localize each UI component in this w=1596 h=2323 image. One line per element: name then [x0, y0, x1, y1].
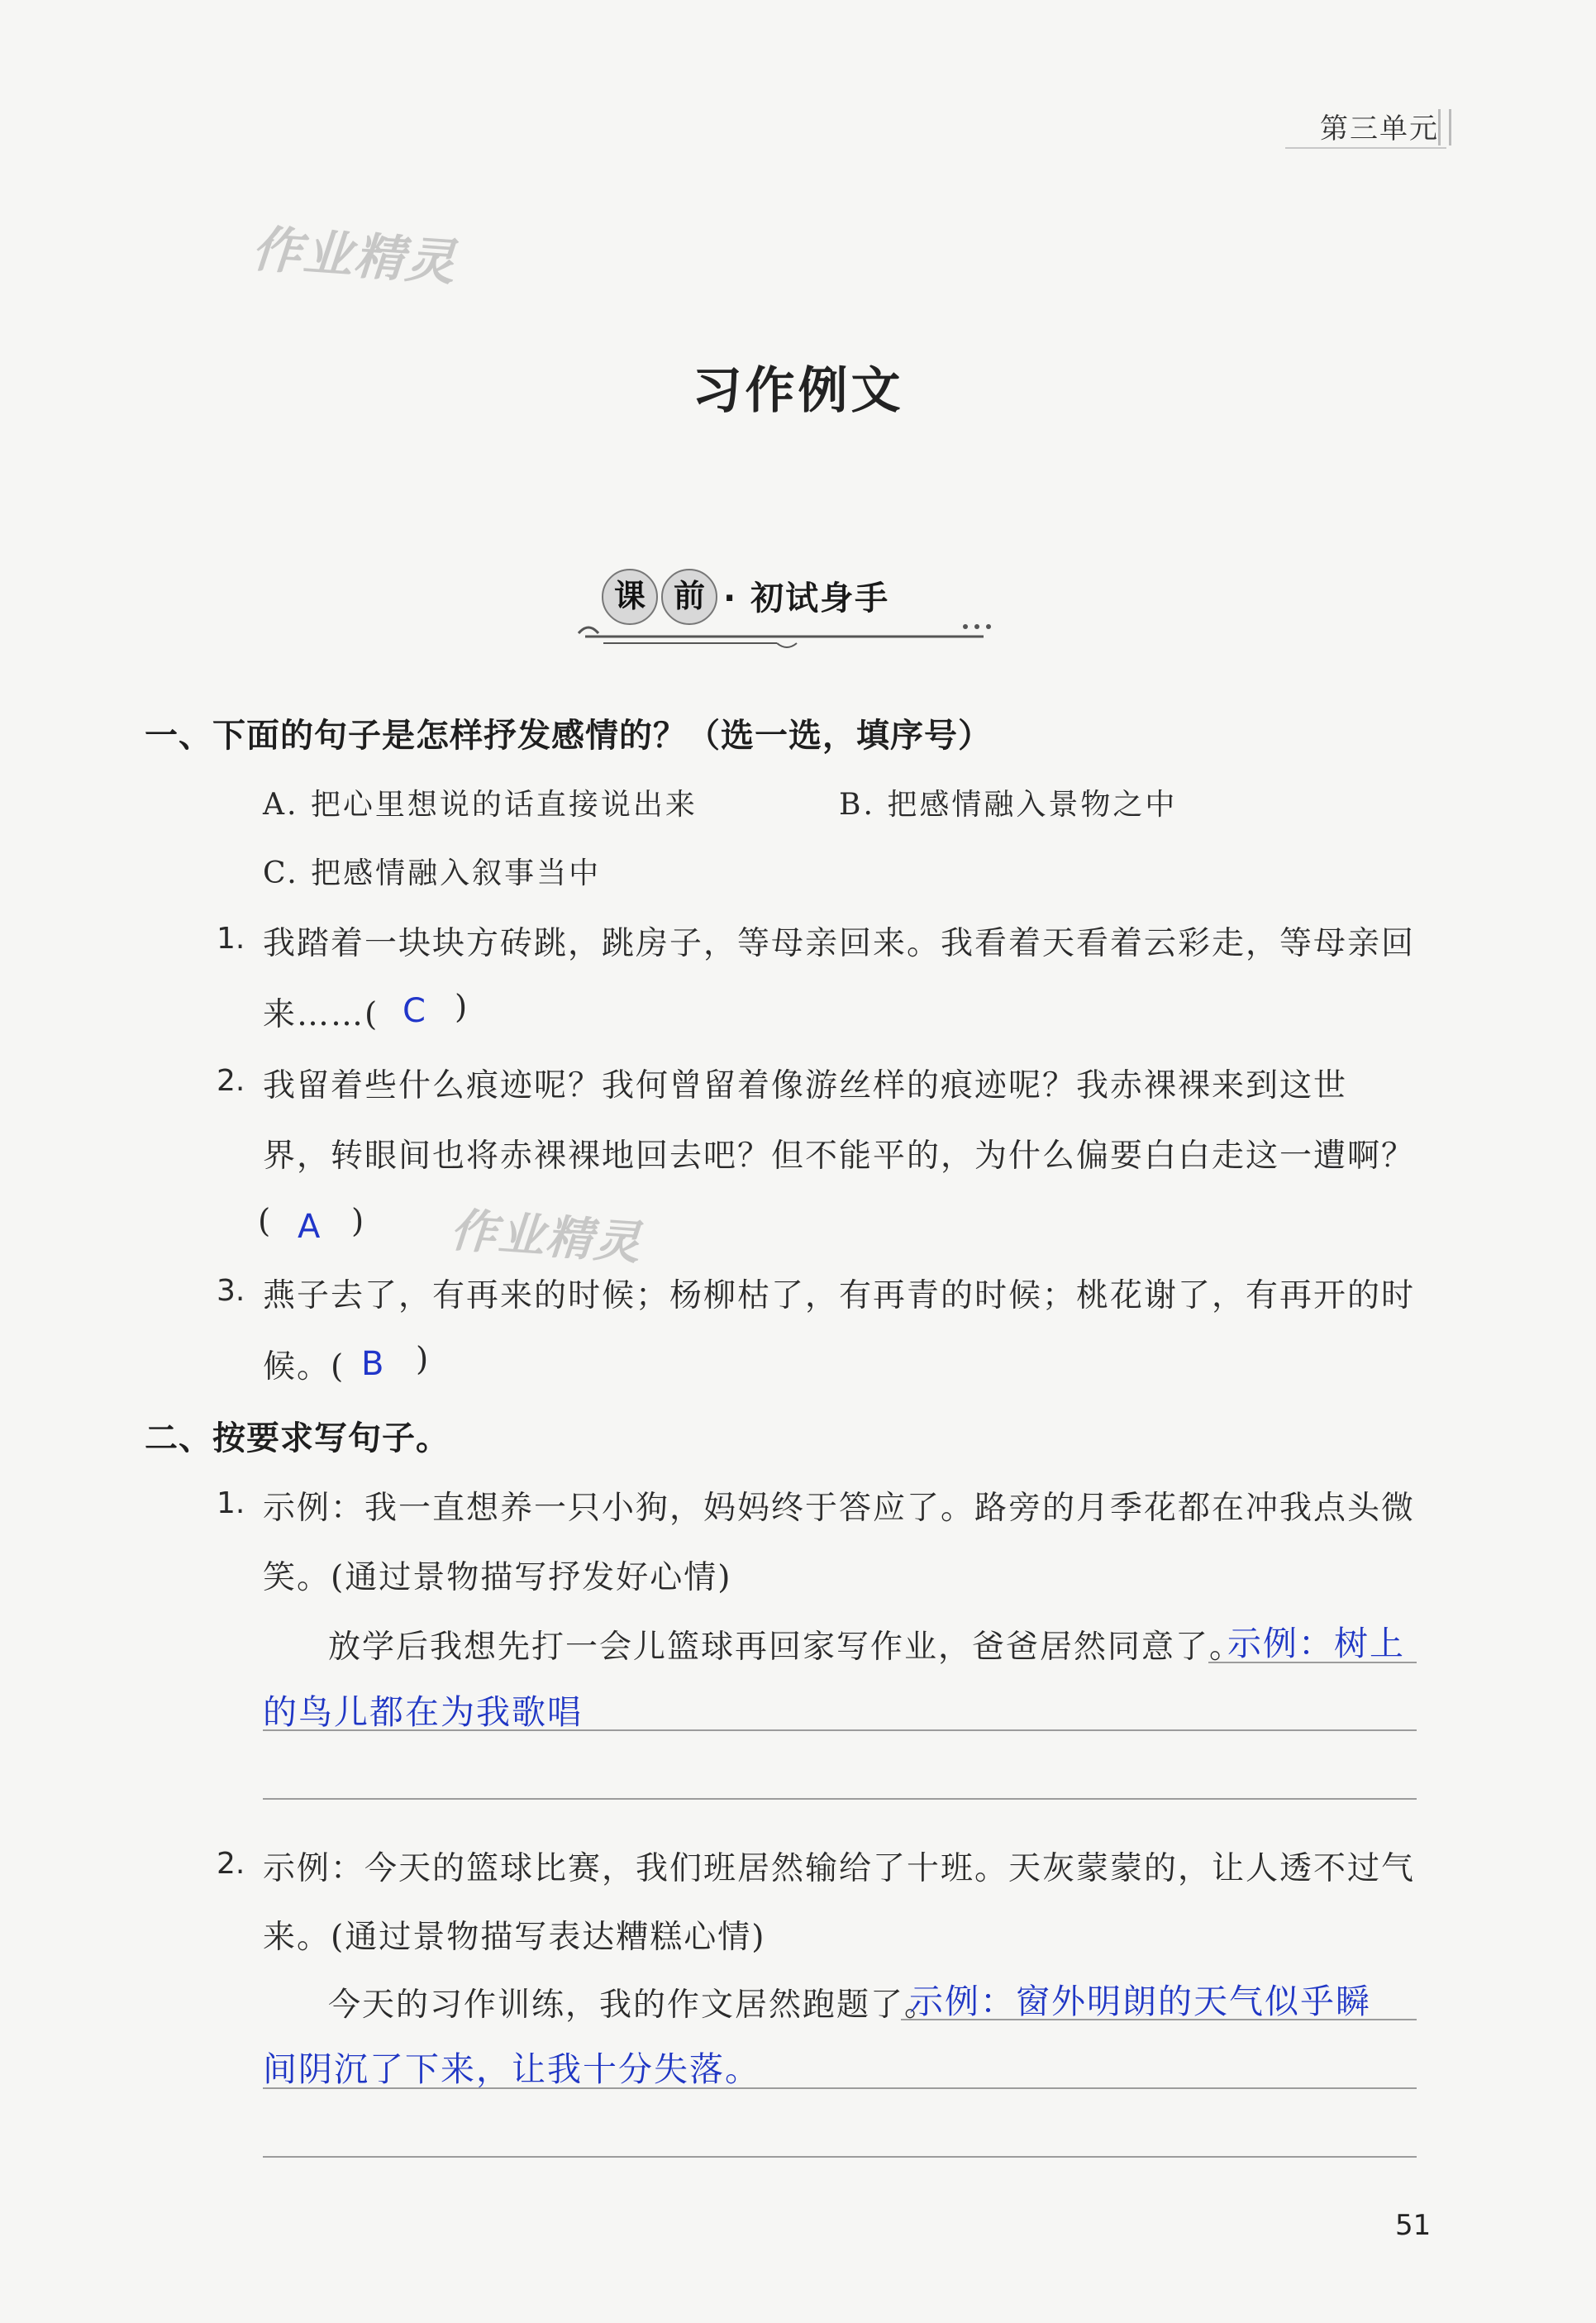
- section-heading: 二、按要求写句子。: [145, 1419, 450, 1457]
- option-c: C. 把感情融入叙事当中: [263, 856, 602, 890]
- question-number: 2.: [217, 1064, 245, 1098]
- banner-title: · 初试身手: [723, 580, 890, 618]
- header-rule: [1285, 147, 1446, 149]
- question-text: 来……(: [263, 996, 379, 1033]
- question-number: 1.: [217, 1486, 245, 1520]
- question-number: 3.: [217, 1274, 245, 1308]
- watermark: 作业精灵: [250, 220, 459, 293]
- handwritten-answer: 间阴沉了下来，让我十分失落。: [263, 2049, 760, 2089]
- answer-mark: B: [361, 1345, 384, 1383]
- page-title: 习作例文: [692, 362, 904, 420]
- answer-line: [263, 2087, 1417, 2089]
- banner-badge: 课: [602, 569, 658, 625]
- answer-line: [263, 2156, 1417, 2158]
- section-banner: [570, 569, 1000, 651]
- question-number: 2.: [217, 1847, 245, 1881]
- section-heading: 一、下面的句子是怎样抒发感情的？（选一选，填序号）: [145, 717, 992, 755]
- unit-marker-bars: [1438, 109, 1451, 145]
- answer-mark: A: [298, 1208, 321, 1246]
- option-b: B. 把感情融入景物之中: [839, 788, 1178, 822]
- question-text: 我留着些什么痕迹呢？我何曾留着像游丝样的痕迹呢？我赤裸裸来到这世: [263, 1067, 1348, 1104]
- banner-badge: 前: [661, 569, 717, 625]
- example-text: 示例：今天的篮球比赛，我们班居然输给了十班。天灰蒙蒙的，让人透不过气: [263, 1850, 1416, 1887]
- question-number: 1.: [217, 922, 245, 956]
- prompt-text: 放学后我想先打一会儿篮球再回家写作业，爸爸居然同意了。: [328, 1629, 1244, 1666]
- banner-ornament: [570, 615, 1000, 651]
- answer-line: [263, 1729, 1417, 1731]
- paren-close: ): [455, 989, 468, 1026]
- example-text: 示例：我一直想养一只小狗，妈妈终于答应了。路旁的月季花都在冲我点头微: [263, 1490, 1416, 1527]
- question-text: 候。(: [263, 1348, 345, 1386]
- paren-close: ): [351, 1203, 364, 1240]
- paren-open: (: [258, 1203, 271, 1240]
- unit-label: 第三单元: [1320, 112, 1439, 145]
- answer-line: [901, 2019, 1417, 2020]
- paren-close: ): [416, 1341, 429, 1378]
- handwritten-answer: 的鸟儿都在为我歌唱: [263, 1692, 583, 1732]
- option-a: A. 把心里想说的话直接说出来: [263, 788, 698, 822]
- question-text: 界，转眼间也将赤裸裸地回去吧？但不能平的，为什么偏要白白走这一遭啊？: [263, 1138, 1416, 1175]
- prompt-text: 今天的习作训练，我的作文居然跑题了。: [328, 1987, 939, 2024]
- handwritten-answer: 示例：树上: [1227, 1624, 1405, 1663]
- page-number: 51: [1395, 2209, 1432, 2242]
- example-text: 笑。(通过景物描写抒发好心情): [263, 1559, 732, 1596]
- handwritten-answer: 示例：窗外明朗的天气似乎瞬: [909, 1982, 1371, 2021]
- question-text: 燕子去了，有再来的时候；杨柳枯了，有再青的时候；桃花谢了，有再开的时: [263, 1277, 1416, 1314]
- question-text: 我踏着一块块方砖跳，跳房子，等母亲回来。我看着天看着云彩走，等母亲回: [263, 925, 1416, 962]
- answer-line: [1208, 1662, 1417, 1663]
- example-text: 来。(通过景物描写表达糟糕心情): [263, 1919, 766, 1956]
- watermark: 作业精灵: [448, 1203, 644, 1271]
- answer-mark: C: [403, 992, 426, 1030]
- answer-line: [263, 1798, 1417, 1800]
